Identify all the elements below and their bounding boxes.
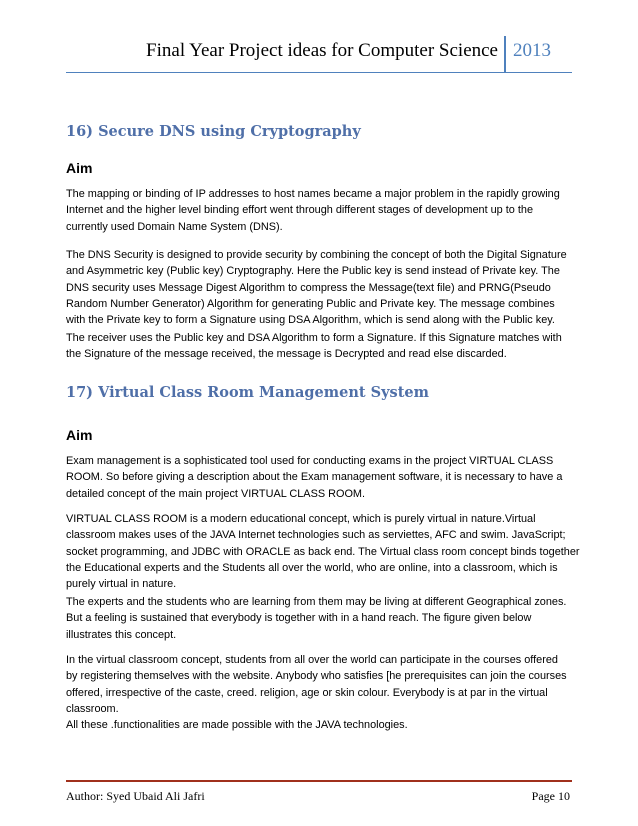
section-17-paragraph-4 <box>66 652 576 733</box>
section-17-title: 17) Virtual Class Room Management System <box>66 384 429 401</box>
text-line: socket programming, and JDBC with ORACLE as back end. The Virtual class room concept binds together <box>66 545 580 558</box>
text-line: But a feeling is sustained that everybody is together with in a hand reach. The figure given below <box>66 612 532 625</box>
section-17-paragraph-1 <box>66 453 576 502</box>
text-line: In the virtual classroom concept, students from all over the world can participate in the courses offered <box>66 654 558 666</box>
text-line: and Asymmetric key (Public key) Cryptography. Here the Public key is send instead of Private key. The <box>66 265 560 278</box>
text-line: ROOM. So before giving a description about the Exam management software, it is necessary to have a <box>66 471 563 484</box>
text-line: The mapping or binding of IP addresses to host names became a major problem in the rapidly growing <box>66 188 560 200</box>
text-line: the Signature of the message received, the message is Decrypted and read else discarded. <box>66 348 507 361</box>
text-line: Random Number Generator) Algorithm for generating Public and Private key. The message combines <box>66 297 555 310</box>
text-line: offered, irrespective of the caste, creed. religion, age or skin colour. Everybody is at par in the virtual <box>66 686 548 699</box>
header-year: 2013 <box>513 40 551 61</box>
text-line: The receiver uses the Public key and DSA Algorithm to form a Signature. If this Signature matches with <box>66 332 562 344</box>
section-16-paragraph-2 <box>66 247 576 328</box>
section-17-aim-heading: Aim <box>66 427 93 443</box>
text-line: illustrates this concept. <box>66 628 177 641</box>
footer-author: Author: Syed Ubaid Ali Jafri <box>66 789 205 803</box>
header-divider <box>504 36 506 72</box>
text-line: by registering themselves with the website. Anybody who satisfies [he prerequisites can join the courses <box>66 670 567 683</box>
text-line: with the Private key to form a Signature using DSA Algorithm, which is send along with the Public key. <box>66 314 555 327</box>
page-footer <box>66 780 572 803</box>
text-line: DNS security uses Message Digest Algorithm to compress the Message(text file) and PRNG(Pseudo <box>66 281 551 294</box>
text-line: classroom. <box>66 702 119 715</box>
section-16-title: 16) Secure DNS using Cryptography <box>66 123 361 140</box>
text-line: VIRTUAL CLASS ROOM is a modern educational concept, which is purely virtual in nature.Virtual <box>66 513 536 525</box>
section-16-aim-heading: Aim <box>66 160 93 176</box>
section-16-paragraph-3 <box>66 330 576 363</box>
text-line: classroom makes uses of the JAVA Internet technologies such as serviettes, AFC and swim. JavaScript; <box>66 529 566 542</box>
text-line: purely virtual in nature. <box>66 578 177 591</box>
text-line: The experts and the students who are learning from them may be living at different Geographical zones. <box>66 596 567 608</box>
text-line: Internet and the higher level binding effort went through different stages of development up to the <box>66 204 534 217</box>
footer-page-number: Page 10 <box>531 789 570 803</box>
section-17-paragraph-3 <box>66 594 576 643</box>
header-title: Final Year Project ideas for Computer Science <box>146 40 498 61</box>
text-line: Exam management is a sophisticated tool used for conducting exams in the project VIRTUAL CLASS <box>66 455 554 467</box>
text-line: currently used Domain Name System (DNS). <box>66 220 283 233</box>
text-line: All these .functionalities are made possible with the JAVA technologies. <box>66 719 408 732</box>
section-17-paragraph-2 <box>66 511 580 592</box>
text-line: detailed concept of the main project VIRTUAL CLASS ROOM. <box>66 487 366 500</box>
section-16-paragraph-1 <box>66 186 576 235</box>
page-header <box>66 36 572 73</box>
text-line: The DNS Security is designed to provide security by combining the concept of both the Digital Signature <box>66 249 567 261</box>
text-line: the Educational experts and the Students all over the world, who are online, into a classroom, which is <box>66 561 558 574</box>
